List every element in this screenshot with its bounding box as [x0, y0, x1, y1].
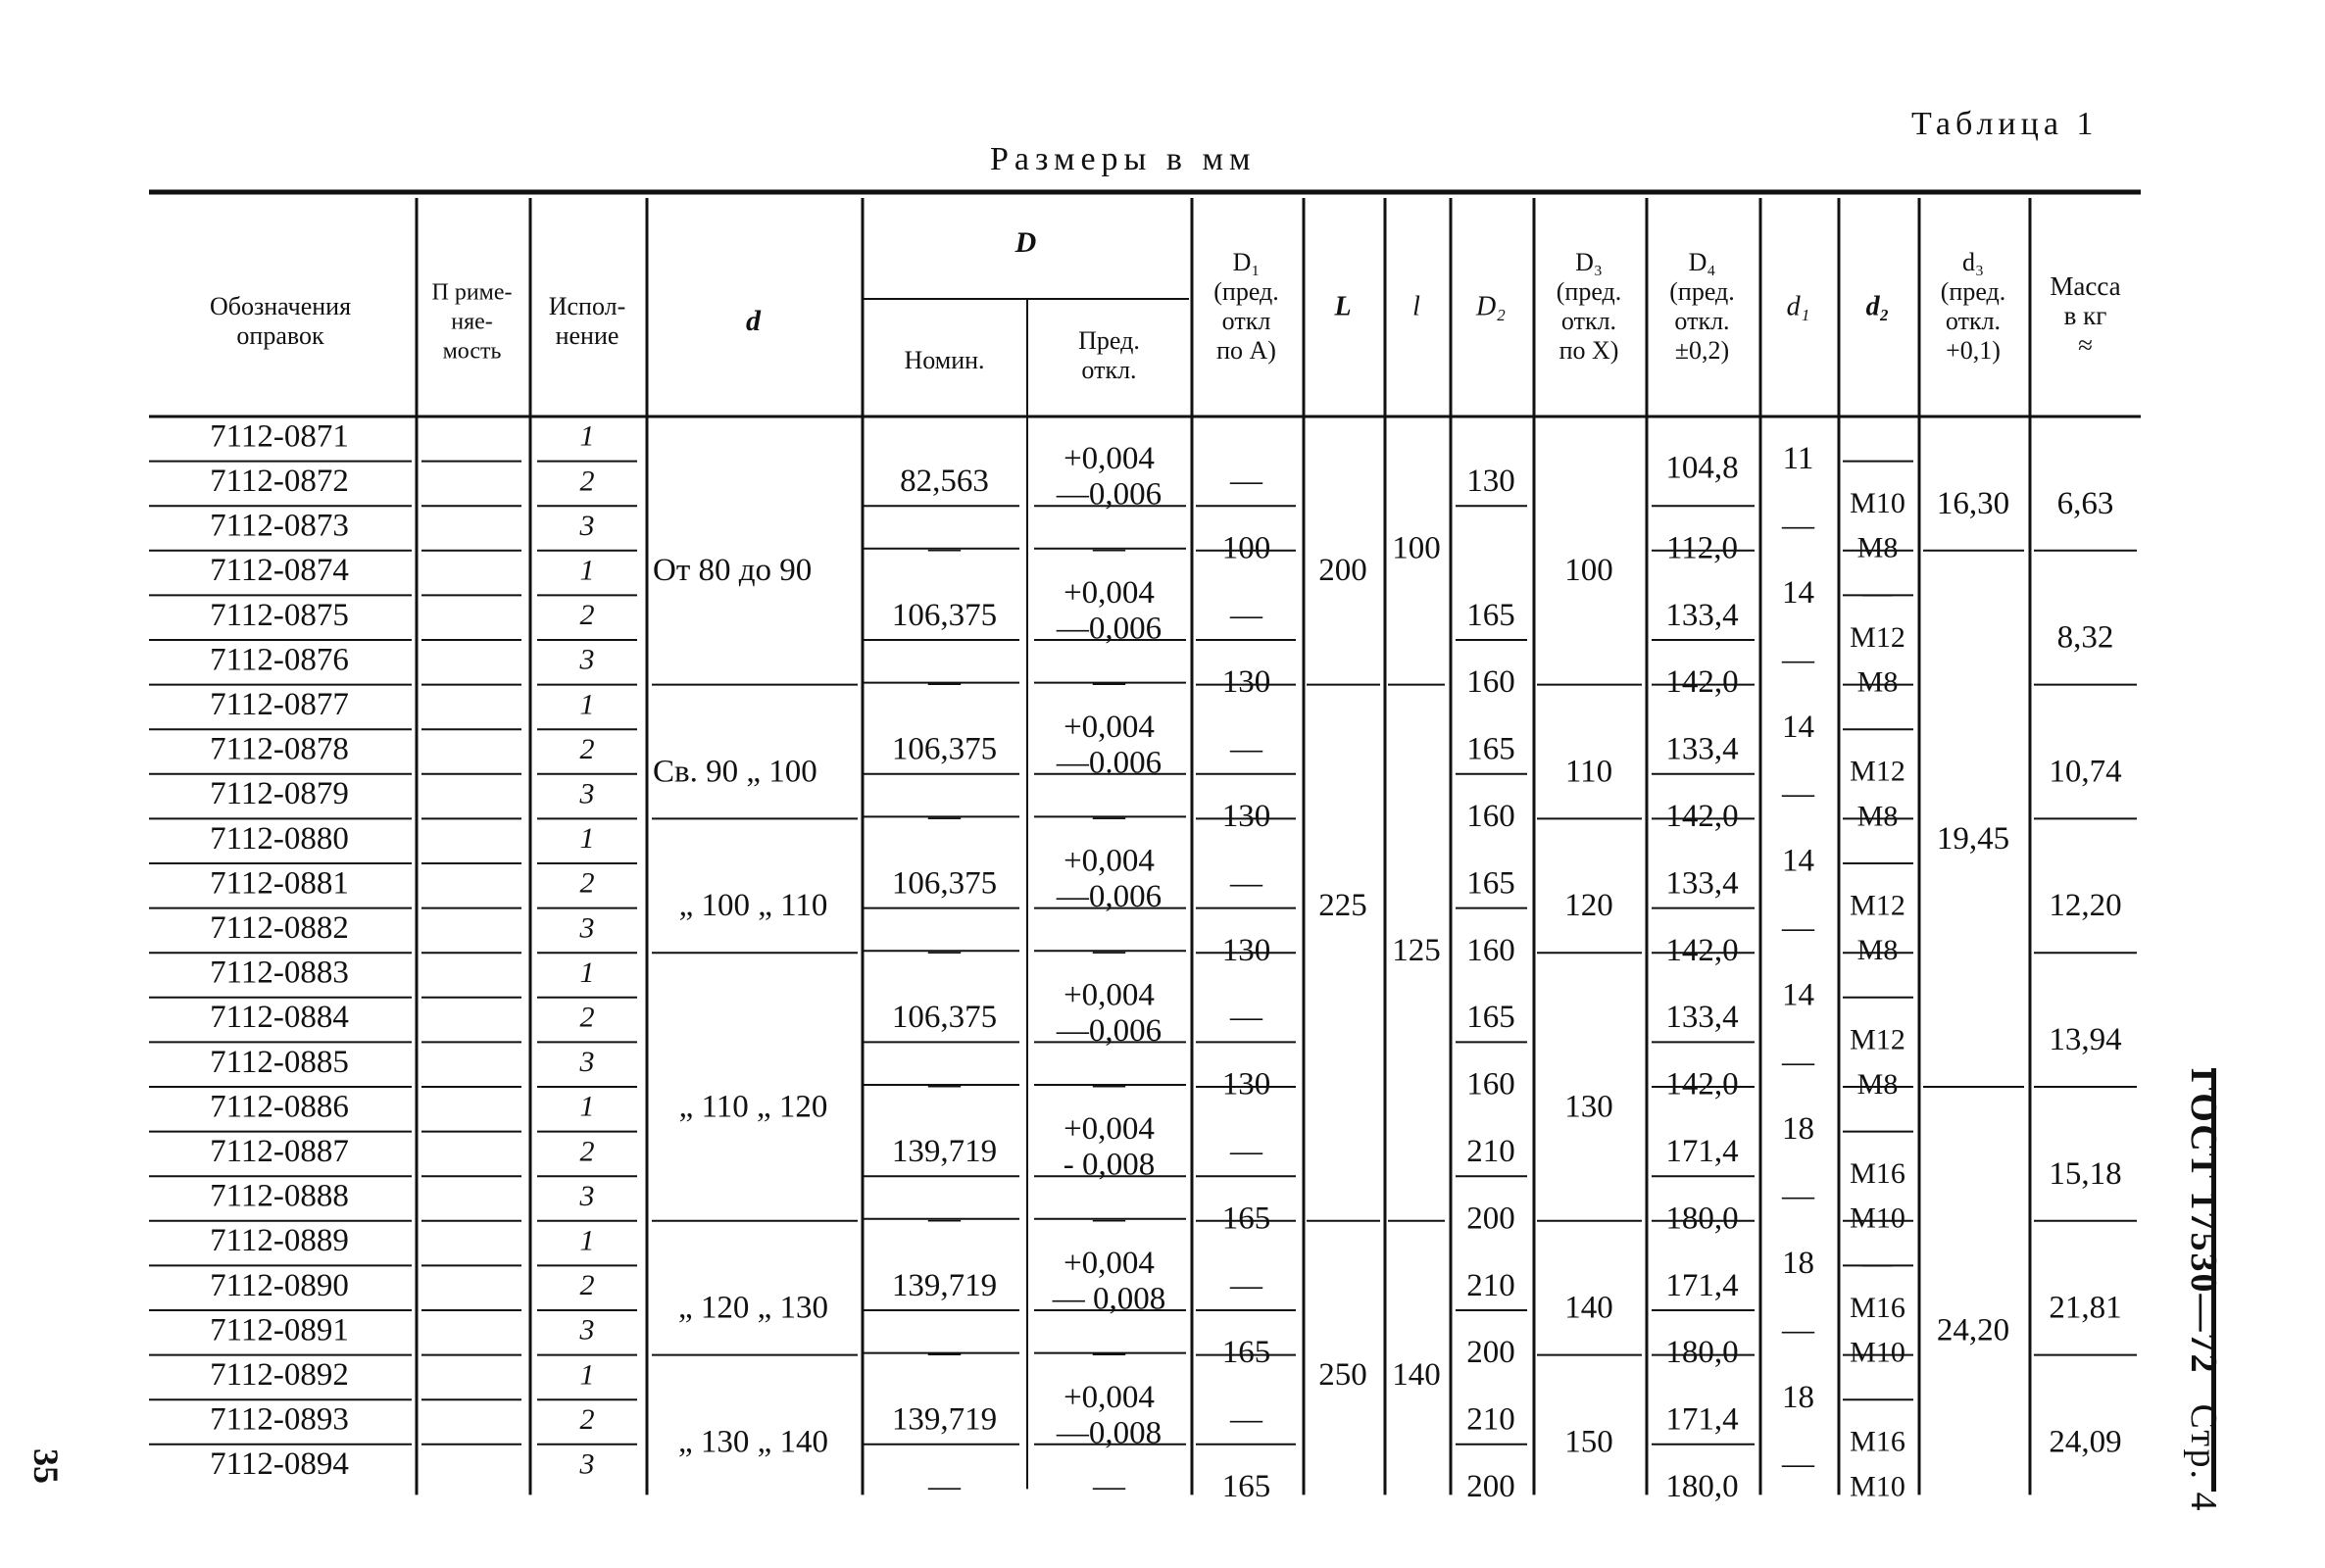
cell-d2: —: [1862, 1112, 1893, 1146]
version-cell: 2: [579, 866, 595, 900]
cell-d1: 14: [1782, 574, 1814, 611]
designation-cell: 7112-0871: [210, 418, 349, 455]
designation-cell: 7112-0879: [210, 776, 349, 812]
cell-Dnom: —: [928, 1335, 961, 1371]
cell-D1: —: [1230, 597, 1262, 633]
header-mass: в кг: [2063, 301, 2107, 331]
cell-d1: —: [1782, 909, 1814, 946]
header-mass: ≈: [2078, 330, 2093, 361]
version-cell: 2: [579, 465, 595, 498]
cell-D2: 160: [1466, 798, 1515, 834]
cell-Dtol: +0,004: [1064, 574, 1155, 611]
designation-cell: 7112-0883: [210, 955, 349, 991]
cell-d3: 16,30: [1936, 485, 2010, 521]
version-cell: 3: [579, 1313, 595, 1347]
cell-mass: 8,32: [2056, 619, 2114, 656]
cell-d2: М8: [1856, 934, 1899, 967]
cell-Dnom: —: [928, 1468, 961, 1504]
cell-Dtol: +0,004: [1064, 1379, 1155, 1415]
header-D4: откл.: [1674, 306, 1730, 335]
version-cell: 2: [579, 732, 595, 765]
header-D3: D₃: [1575, 247, 1603, 276]
header-designation: Обозначения: [209, 291, 352, 320]
header-applicability: мость: [442, 338, 502, 365]
version-cell: 1: [579, 1090, 595, 1123]
cell-Dtol: —: [1093, 664, 1125, 701]
cell-d2: —: [1862, 442, 1893, 475]
version-cell: 1: [579, 956, 595, 989]
cell-d1: —: [1782, 776, 1814, 812]
header-applicability: няе-: [451, 309, 493, 335]
cell-D4: 133,4: [1665, 865, 1739, 902]
cell-Dtol: +0,004: [1064, 441, 1155, 477]
designation-cell: 7112-0874: [210, 553, 349, 589]
gost-label: [2182, 1068, 2225, 1512]
cell-D4: 171,4: [1665, 1401, 1739, 1438]
designation-cell: 7112-0881: [210, 865, 349, 902]
header-D-nominal: Номин.: [904, 345, 985, 374]
cell-D1: 165: [1221, 1200, 1271, 1237]
designation-cell: 7112-0888: [210, 1178, 349, 1214]
version-cell: 3: [579, 1179, 595, 1212]
designation-cell: 7112-0882: [210, 909, 349, 946]
cell-D1: 165: [1221, 1335, 1271, 1371]
designation-cell: 7112-0880: [210, 820, 349, 857]
cell-d1: —: [1782, 508, 1814, 544]
cell-Dtol: +0,004: [1064, 1245, 1155, 1281]
cell-Dnom: 82,563: [900, 463, 989, 499]
header-D4: D₄: [1688, 247, 1716, 276]
cell-d2: М12: [1850, 620, 1905, 654]
header-applicability: П риме-: [431, 279, 513, 306]
cell-D1: —: [1230, 1000, 1262, 1036]
cell-Dtol: +0,004: [1064, 709, 1155, 745]
cell-D4: 180,0: [1665, 1468, 1739, 1504]
cell-Dnom: 106,375: [891, 731, 998, 767]
cell-Dtol: +0,004: [1064, 843, 1155, 879]
units-caption: Размеры в мм: [990, 141, 1257, 177]
cell-D1: —: [1230, 1401, 1262, 1438]
cell-D4: 171,4: [1665, 1267, 1739, 1303]
cell-Dtol: —: [1093, 1335, 1125, 1371]
cell-D1: —: [1230, 1133, 1262, 1169]
cell-d1: 18: [1782, 1379, 1814, 1415]
cell-d: „ 100 „ 110: [678, 888, 828, 924]
cell-d1: —: [1782, 1044, 1814, 1080]
designation-cell: 7112-0885: [210, 1044, 349, 1080]
cell-d3: 19,45: [1936, 820, 2010, 857]
cell-d1: 18: [1782, 1111, 1814, 1148]
header-d3: +0,1): [1946, 335, 2001, 365]
cell-Dnom: —: [928, 530, 961, 566]
cell-d2: —: [1862, 844, 1893, 877]
cell-d2: М10: [1850, 487, 1905, 520]
cell-D2: 200: [1466, 1335, 1515, 1371]
cell-l: 140: [1392, 1356, 1441, 1393]
cell-D1: —: [1230, 463, 1262, 499]
cell-D4: 104,8: [1665, 450, 1739, 486]
cell-d: „ 130 „ 140: [677, 1424, 829, 1460]
cell-mass: 15,18: [2049, 1155, 2122, 1192]
cell-Dtol: —0,006: [1056, 1012, 1162, 1049]
version-cell: 3: [579, 911, 595, 945]
cell-D4: 133,4: [1665, 731, 1739, 767]
cell-Dnom: 139,719: [891, 1267, 998, 1303]
cell-d: От 80 до 90: [653, 553, 813, 589]
header-D3: (пред.: [1556, 276, 1622, 306]
cell-d: „ 110 „ 120: [678, 1089, 828, 1125]
cell-D2: 200: [1466, 1468, 1515, 1504]
cell-d1: 14: [1782, 709, 1814, 745]
designation-cell: 7112-0891: [210, 1312, 349, 1348]
header-l: l: [1412, 291, 1420, 322]
designation-cell: 7112-0878: [210, 731, 349, 767]
cell-D1: 130: [1221, 798, 1271, 834]
designation-cell: 7112-0892: [210, 1356, 349, 1393]
cell-D3: 150: [1564, 1424, 1613, 1460]
cell-D1: 165: [1221, 1468, 1271, 1504]
designation-cell: 7112-0886: [210, 1089, 349, 1125]
header-D3: откл.: [1560, 306, 1617, 335]
cell-D1: 130: [1221, 932, 1271, 968]
cell-D2: 200: [1466, 1200, 1515, 1237]
version-cell: 3: [579, 643, 595, 676]
cell-D1: —: [1230, 1267, 1262, 1303]
page-number: 35: [26, 1448, 66, 1484]
cell-L: 225: [1318, 888, 1367, 924]
cell-Dtol: —0,006: [1056, 476, 1162, 513]
cell-D2: 210: [1466, 1401, 1515, 1438]
cell-d1: —: [1782, 1446, 1814, 1483]
designation-cell: 7112-0889: [210, 1223, 349, 1259]
header-d3: d₃: [1961, 247, 1985, 276]
cell-Dtol: +0,004: [1064, 977, 1155, 1013]
cell-d2: М8: [1856, 665, 1899, 699]
cell-Dnom: —: [928, 1066, 961, 1102]
cell-mass: 24,09: [2049, 1424, 2122, 1460]
cell-d1: 14: [1782, 843, 1814, 879]
cell-D3: 140: [1564, 1290, 1613, 1326]
designation-cell: 7112-0884: [210, 1000, 349, 1036]
cell-Dtol: —: [1093, 530, 1125, 566]
cell-d2: М16: [1850, 1157, 1905, 1191]
cell-D2: 165: [1466, 597, 1515, 633]
header-d2: d₂: [1865, 291, 1890, 322]
version-cell: 3: [579, 509, 595, 542]
cell-D3: 110: [1564, 754, 1613, 790]
cell-D3: 100: [1564, 553, 1613, 589]
designation-cell: 7112-0876: [210, 642, 349, 678]
cell-D2: 165: [1466, 865, 1515, 902]
cell-D2: 165: [1466, 1000, 1515, 1036]
cell-d2: М10: [1850, 1201, 1905, 1235]
cell-D1: —: [1230, 865, 1262, 902]
cell-d1: 14: [1782, 977, 1814, 1013]
header-D2: D₂: [1476, 291, 1506, 322]
cell-L: 250: [1318, 1356, 1367, 1393]
cell-Dtol: —: [1093, 1200, 1125, 1237]
cell-d3: 24,20: [1936, 1312, 2010, 1348]
cell-Dtol: —: [1093, 1468, 1125, 1504]
cell-d2: М8: [1856, 800, 1899, 833]
version-cell: 2: [579, 1402, 595, 1436]
cell-Dnom: 139,719: [891, 1133, 998, 1169]
cell-l: 125: [1392, 932, 1441, 968]
cell-D4: 142,0: [1665, 1066, 1739, 1102]
cell-Dtol: +0,004: [1064, 1111, 1155, 1148]
cell-d1: —: [1782, 642, 1814, 678]
designation-cell: 7112-0893: [210, 1401, 349, 1438]
cell-L: 200: [1318, 553, 1367, 589]
cell-D2: 210: [1466, 1267, 1515, 1303]
cell-mass: 21,81: [2049, 1290, 2122, 1326]
version-cell: 3: [579, 1046, 595, 1079]
designation-cell: 7112-0872: [210, 463, 349, 499]
header-D1: D₁: [1232, 247, 1261, 276]
version-cell: 2: [579, 1269, 595, 1302]
cell-Dnom: 106,375: [891, 1000, 998, 1036]
cell-D4: 133,4: [1665, 597, 1739, 633]
cell-d2: —: [1862, 1247, 1893, 1280]
header-version: Испол-: [548, 291, 626, 320]
version-cell: 2: [579, 1001, 595, 1034]
cell-mass: 6,63: [2056, 485, 2114, 521]
cell-d2: М12: [1850, 1023, 1905, 1056]
cell-d2: —: [1862, 710, 1893, 744]
cell-d2: —: [1862, 1381, 1893, 1414]
designation-cell: 7112-0875: [210, 597, 349, 633]
header-D1: откл: [1221, 306, 1271, 335]
header-D3: по X): [1558, 335, 1619, 365]
cell-Dtol: —: [1093, 1066, 1125, 1102]
cell-D4: 180,0: [1665, 1335, 1739, 1371]
header-d3: откл.: [1945, 306, 2002, 335]
cell-d2: М16: [1850, 1425, 1905, 1458]
cell-D2: 160: [1466, 664, 1515, 701]
version-cell: 1: [579, 1358, 595, 1392]
version-cell: 1: [579, 822, 595, 856]
table-title: Таблица 1: [1911, 106, 2099, 142]
header-D: D: [1014, 225, 1037, 259]
cell-d2: М12: [1850, 889, 1905, 922]
version-cell: 1: [579, 419, 595, 453]
cell-Dtol: —0,006: [1056, 611, 1162, 647]
version-cell: 1: [579, 554, 595, 587]
header-L: L: [1334, 291, 1352, 322]
cell-d: Св. 90 „ 100: [653, 754, 817, 790]
header-D4: ±0,2): [1674, 335, 1730, 365]
cell-D4: 133,4: [1665, 1000, 1739, 1036]
version-cell: 2: [579, 1135, 595, 1168]
version-cell: 3: [579, 777, 595, 810]
cell-d: „ 120 „ 130: [677, 1290, 829, 1326]
cell-D4: 142,0: [1665, 932, 1739, 968]
cell-D2: 130: [1466, 463, 1515, 499]
cell-Dtol: - 0,008: [1063, 1147, 1156, 1183]
header-D-tolerance: Пред.: [1078, 325, 1140, 355]
cell-mass: 10,74: [2049, 754, 2122, 790]
header-d: d: [746, 304, 761, 337]
designation-cell: 7112-0873: [210, 508, 349, 544]
cell-d2: —: [1862, 576, 1893, 610]
header-d3: (пред.: [1940, 276, 2006, 306]
cell-Dtol: — 0,008: [1052, 1281, 1166, 1317]
cell-D4: 180,0: [1665, 1200, 1739, 1237]
version-cell: 1: [579, 1224, 595, 1257]
cell-D2: 160: [1466, 932, 1515, 968]
cell-d1: —: [1782, 1312, 1814, 1348]
header-D1: (пред.: [1213, 276, 1279, 306]
cell-D2: 160: [1466, 1066, 1515, 1102]
cell-d2: М16: [1850, 1291, 1905, 1324]
cell-Dnom: 139,719: [891, 1401, 998, 1438]
cell-D3: 130: [1564, 1089, 1613, 1125]
cell-Dnom: —: [928, 932, 961, 968]
cell-d1: 18: [1782, 1245, 1814, 1281]
designation-cell: 7112-0887: [210, 1133, 349, 1169]
cell-Dnom: —: [928, 1200, 961, 1237]
cell-d2: М8: [1856, 531, 1899, 564]
cell-d2: М12: [1850, 755, 1905, 788]
header-d1: d₁: [1786, 291, 1810, 322]
cell-Dnom: 106,375: [891, 865, 998, 902]
cell-d2: М8: [1856, 1067, 1899, 1101]
cell-d1: —: [1782, 1178, 1814, 1214]
gost-code: ГОСТ 17530—72: [2183, 1068, 2224, 1375]
header-designation: оправок: [236, 320, 324, 350]
cell-D1: 130: [1221, 1066, 1271, 1102]
cell-D4: 112,0: [1665, 530, 1739, 566]
cell-D4: 142,0: [1665, 798, 1739, 834]
header-mass: Масса: [2050, 271, 2121, 302]
designation-cell: 7112-0894: [210, 1446, 349, 1483]
cell-d1: 11: [1782, 441, 1814, 477]
cell-D1: 130: [1221, 664, 1271, 701]
cell-D4: 142,0: [1665, 664, 1739, 701]
version-cell: 2: [579, 599, 595, 632]
header-D-tolerance: откл.: [1081, 355, 1137, 384]
designation-cell: 7112-0877: [210, 686, 349, 722]
cell-Dtol: —0,008: [1056, 1415, 1162, 1451]
cell-Dnom: —: [928, 798, 961, 834]
cell-Dnom: 106,375: [891, 597, 998, 633]
gost-page: Стр. 4: [2183, 1403, 2224, 1513]
cell-d2: —: [1862, 978, 1893, 1011]
cell-D2: 210: [1466, 1133, 1515, 1169]
cell-mass: 12,20: [2049, 888, 2122, 924]
version-cell: 1: [579, 688, 595, 721]
header-D4: (пред.: [1669, 276, 1735, 306]
cell-Dtol: —: [1093, 932, 1125, 968]
cell-l: 100: [1392, 530, 1441, 566]
cell-D1: —: [1230, 731, 1262, 767]
cell-d2: М10: [1850, 1336, 1905, 1369]
header-version: нение: [555, 320, 619, 350]
cell-D3: 120: [1564, 888, 1613, 924]
cell-D2: 165: [1466, 731, 1515, 767]
cell-Dtol: —0.006: [1056, 745, 1162, 781]
cell-D1: 100: [1221, 530, 1271, 566]
cell-d2: М10: [1850, 1470, 1905, 1503]
cell-Dtol: —: [1093, 798, 1125, 834]
cell-Dnom: —: [928, 664, 961, 701]
version-cell: 3: [579, 1447, 595, 1481]
cell-D4: 171,4: [1665, 1133, 1739, 1169]
designation-cell: 7112-0890: [210, 1267, 349, 1303]
header-D1: по А): [1216, 335, 1276, 365]
cell-mass: 13,94: [2049, 1021, 2122, 1057]
cell-Dtol: —0,006: [1056, 879, 1162, 915]
